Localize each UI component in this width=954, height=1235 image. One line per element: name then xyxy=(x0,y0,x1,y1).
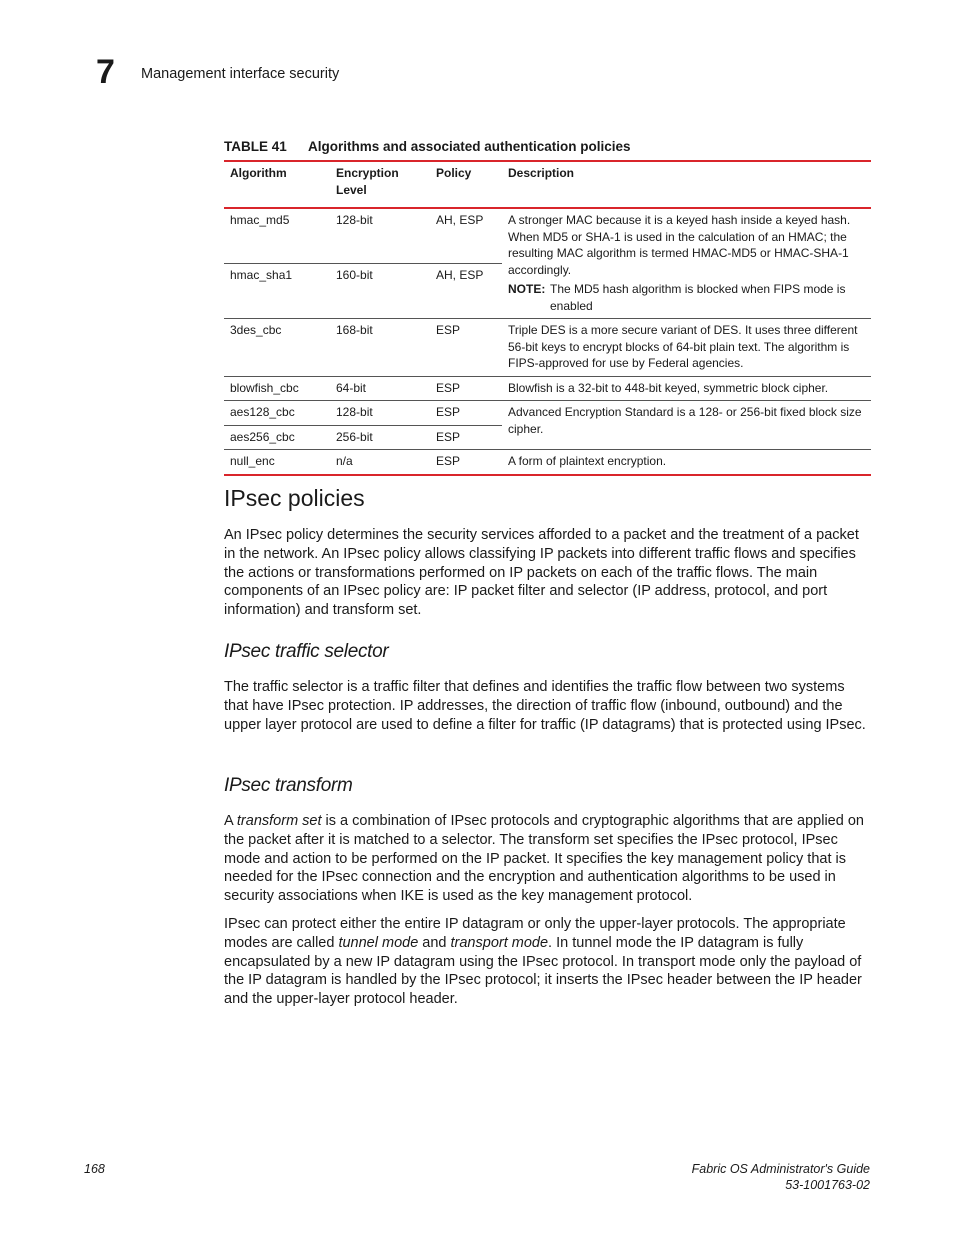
doc-number: 53-1001763-02 xyxy=(785,1178,870,1192)
text-run: IPsec can protect either the entire IP datagram or only the upper-layer protocols. The appropriate modes are called xyxy=(224,916,846,951)
cell-description xyxy=(502,208,871,319)
cell-level: 128-bit xyxy=(336,213,373,227)
column-header-algorithm: Algorithm xyxy=(224,161,330,208)
text-run: . In tunnel mode the IP datagram is fully encapsulated by a new IP datagram using the IPsec protocol. In transport mode only the payload of the IP datagram is handled by the IPsec protocol; it inserts the IPsec header between the IP header and the upper-layer protocol header. xyxy=(224,934,862,1008)
cell-level: 128-bit xyxy=(330,401,430,426)
cell-description: Triple DES is a more secure variant of DES. It uses three different 56-bit keys to encrypt blocks of 64-bit plain text. The algorithm is FIPS-approved for use by Federal agencies. xyxy=(502,319,871,377)
table-row xyxy=(224,208,871,264)
cell-policy: ESP xyxy=(430,425,502,450)
cell-policy: AH, ESP xyxy=(430,264,502,319)
algorithms-table xyxy=(224,160,871,476)
footer-doc-info xyxy=(692,1161,870,1193)
cell-algorithm: hmac_sha1 xyxy=(224,264,330,319)
cell-algorithm: null_enc xyxy=(224,450,330,475)
table-label: TABLE 41 xyxy=(224,139,287,154)
cell-description: A form of plaintext encryption. xyxy=(502,450,871,475)
cell-level: 256-bit xyxy=(330,425,430,450)
transform-paragraph-2 xyxy=(224,915,870,1009)
cell-policy: ESP xyxy=(430,450,502,475)
chapter-number: 7 xyxy=(96,53,115,91)
column-header-policy: Policy xyxy=(430,161,502,208)
table-row xyxy=(224,376,871,401)
description-hmac: A stronger MAC because it is a keyed hash inside a keyed hash. When MD5 or SHA-1 is used in the calculation of an HMAC; the resulting MAC algorithm is termed HMAC-MD5 or HMAC-SHA-1 accordingly. xyxy=(508,213,851,277)
table-row xyxy=(224,401,871,426)
cell-policy: ESP xyxy=(430,401,502,426)
chapter-title: Management interface security xyxy=(141,66,340,82)
text-run: A xyxy=(224,813,237,829)
table-row xyxy=(224,319,871,377)
subsection-title-transform: IPsec transform xyxy=(224,775,353,796)
term-transport-mode: transport mode xyxy=(450,934,549,951)
text-run: is a combination of IPsec protocols and cryptographic algorithms that are applied on the packet after it is matched to a selector. The transform set specifies the IPsec protocol, IPsec mode and action to be performed on the IP packet. It specifies the key management policy that is needed for the IPsec connection and the encryption and authentication algorithms to be used in security associations when IKE is used as the key management protocol. xyxy=(224,813,864,905)
cell-algorithm: aes128_cbc xyxy=(224,401,330,426)
section-intro-paragraph: An IPsec policy determines the security services afforded to a packet and the treatment of a packet in the network. An IPsec policy allows classifying IP packets into different traffic flows and specifies the actions or transformations performed on IP packets on each of the traffic flows. The main components of an IPsec policy are: IP packet filter and selector (IP address, protocol, and port information) and transform set. xyxy=(224,527,859,619)
column-header-description: Description xyxy=(502,161,871,208)
section-title: IPsec policies xyxy=(224,485,365,511)
cell-algorithm: blowfish_cbc xyxy=(224,376,330,401)
table-header-row xyxy=(224,161,871,208)
cell-algorithm: aes256_cbc xyxy=(224,425,330,450)
cell-level: n/a xyxy=(330,450,430,475)
cell-description: Blowfish is a 32-bit to 448-bit keyed, symmetric block cipher. xyxy=(502,376,871,401)
cell-level: 64-bit xyxy=(330,376,430,401)
cell-algorithm: 3des_cbc xyxy=(224,319,330,377)
table-caption xyxy=(224,138,631,156)
transform-paragraph-1 xyxy=(224,812,870,906)
note-label: NOTE: xyxy=(508,282,546,296)
cell-level: 160-bit xyxy=(330,264,430,319)
selector-paragraph: The traffic selector is a traffic filter that defines and identifies the traffic flow between two systems that have IPsec protection. IP addresses, the direction of traffic flow (inbound, outbound) and the upper layer protocol are used to define a filter for traffic (IP datagrams) that is protected using IPsec. xyxy=(224,679,866,733)
column-header-encryption-level: Encryption Level xyxy=(330,161,430,208)
term-tunnel-mode: tunnel mode xyxy=(338,934,419,951)
table-title: Algorithms and associated authentication policies xyxy=(308,139,631,154)
cell-description: Advanced Encryption Standard is a 128- or 256-bit fixed block size cipher. xyxy=(502,401,871,450)
text-run: and xyxy=(418,934,451,951)
cell-level: 168-bit xyxy=(330,319,430,377)
cell-policy: ESP xyxy=(430,376,502,401)
page-number: 168 xyxy=(84,1162,105,1176)
term-transform-set: transform set xyxy=(236,813,322,829)
cell-policy: ESP xyxy=(430,319,502,377)
guide-title: Fabric OS Administrator's Guide xyxy=(691,1162,870,1176)
table-row xyxy=(224,450,871,475)
note xyxy=(508,281,865,314)
subsection-title-selector: IPsec traffic selector xyxy=(224,641,389,662)
cell-policy: AH, ESP xyxy=(436,213,484,227)
cell-algorithm: hmac_md5 xyxy=(230,213,290,227)
note-text: The MD5 hash algorithm is blocked when FIPS mode is enabled xyxy=(550,282,846,313)
